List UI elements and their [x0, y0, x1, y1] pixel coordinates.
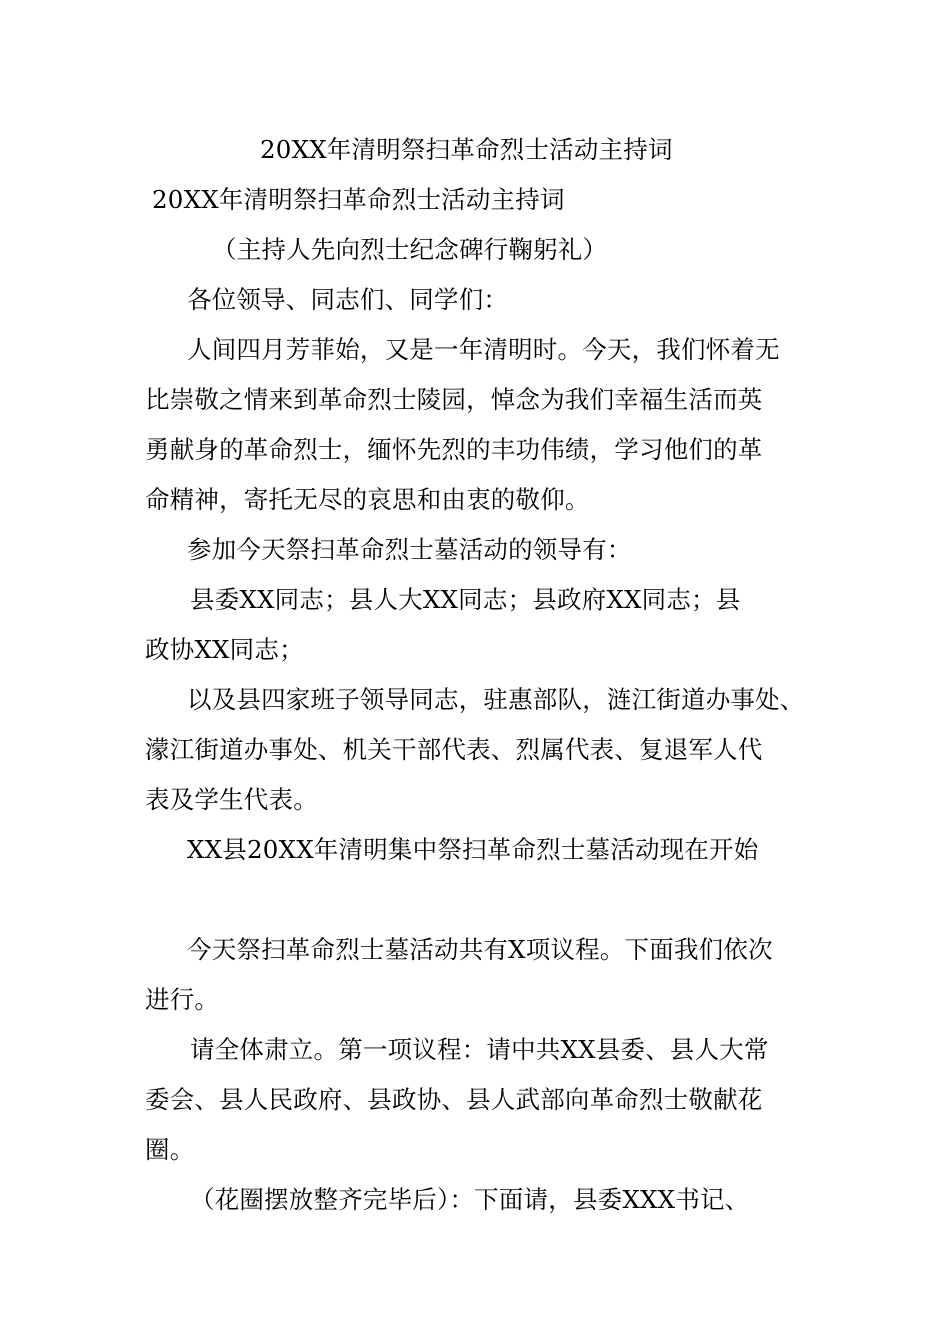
text-line: 比崇敬之情来到革命烈士陵园，悼念为我们幸福生活而英 [145, 385, 763, 414]
text-line: 请全体肃立。第一项议程：请中共XX县委、县人大常 [190, 1035, 769, 1064]
text-line: 县委XX同志；县人大XX同志；县政府XX同志；县 [190, 585, 741, 614]
text-line: （主持人先向烈士纪念碑行鞠躬礼） [212, 235, 608, 264]
text-line: 参加今天祭扫革命烈士墓活动的领导有： [187, 535, 632, 564]
text-line: （花圈摆放整齐完毕后）：下面请，县委XXX书记、 [190, 1185, 750, 1214]
text-line: 委会、县人民政府、县政协、县人武部向革命烈士敬献花 [145, 1085, 763, 1114]
text-line: 各位领导、同志们、同学们： [187, 285, 509, 314]
text-line: 命精神，寄托无尽的哀思和由衷的敬仰。 [145, 485, 590, 514]
text-line: 圈。 [145, 1135, 195, 1164]
text-line: 人间四月芳菲始，又是一年清明时。今天，我们怀着无 [187, 335, 780, 364]
text-line: 勇献身的革命烈士，缅怀先烈的丰功伟绩，学习他们的革 [145, 435, 763, 464]
text-line: 表及学生代表。 [145, 785, 318, 814]
document-subtitle: 20XX年清明祭扫革命烈士活动主持词 [152, 185, 565, 214]
text-line: 政协XX同志； [145, 635, 304, 664]
text-line: 濛江街道办事处、机关干部代表、烈属代表、复退军人代 [145, 735, 763, 764]
document-title: 20XX年清明祭扫革命烈士活动主持词 [260, 135, 673, 164]
text-line: 今天祭扫革命烈士墓活动共有X项议程。下面我们依次 [187, 935, 773, 964]
text-line: XX县20XX年清明集中祭扫革命烈士墓活动现在开始 [187, 835, 759, 864]
text-line: 进行。 [145, 985, 220, 1014]
text-line: 以及县四家班子领导同志，驻惠部队，涟江街道办事处、 [187, 685, 805, 714]
